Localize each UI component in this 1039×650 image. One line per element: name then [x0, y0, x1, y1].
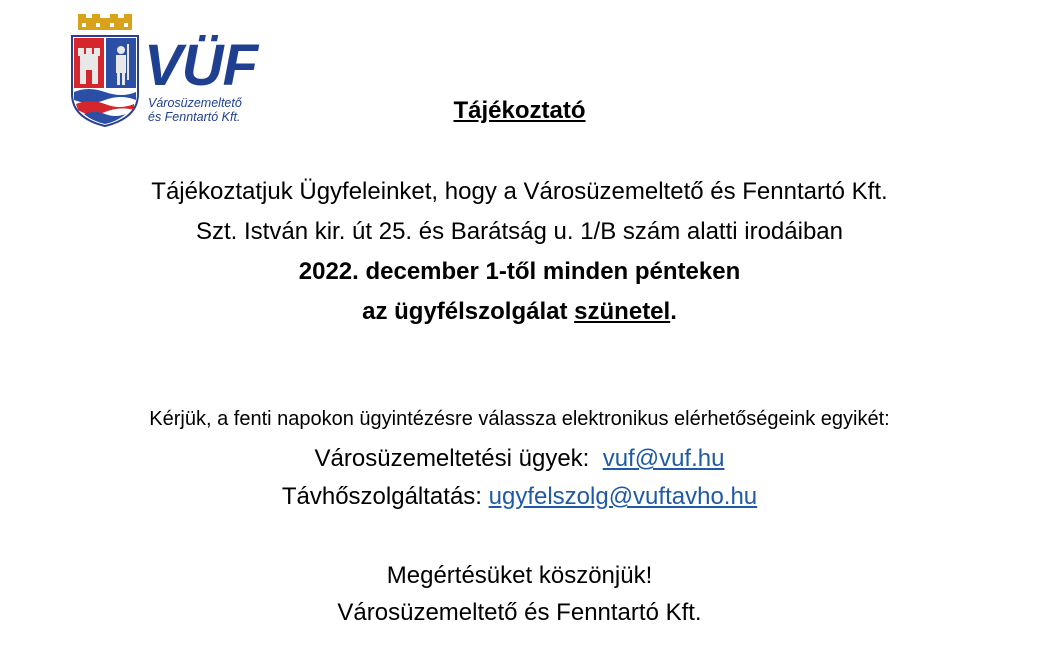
notice-line: Szt. István kir. út 25. és Barátság u. 1/B szám alatti irodáiban: [196, 218, 843, 245]
notice-paragraph: [0, 172, 1039, 332]
contact-heat: Távhőszolgáltatás: ugyfelszolg@vuftavho.hu: [281, 483, 758, 510]
contacts-intro: Kérjük, a fenti napokon ügyintézésre válassza elektronikus elérhetőségeink egyikét:: [149, 408, 890, 430]
page-title: Tájékoztató: [453, 97, 586, 124]
contacts-list: [0, 440, 1039, 516]
notice-status-line: az ügyfélszolgálat szünetel.: [362, 298, 677, 325]
notice-line: Tájékoztatjuk Ügyfeleinket, hogy a Városüzemeltető és Fenntartó Kft.: [151, 178, 888, 205]
thanks-text: Megértésüket köszönjük!: [386, 562, 653, 589]
heat-email-link[interactable]: ugyfelszolg@vuftavho.hu: [488, 483, 758, 510]
logo-subtitle: Városüzemeltető és Fenntartó Kft.: [148, 96, 242, 124]
logo-wordmark: VÜF: [144, 33, 257, 98]
city-email-link[interactable]: vuf@vuf.hu: [602, 445, 725, 472]
signature-text: Városüzemeltető és Fenntartó Kft.: [337, 599, 702, 626]
contact-city: Városüzemeltetési ügyek: vuf@vuf.hu: [314, 445, 725, 472]
notice-date-line: 2022. december 1-től minden pénteken: [298, 258, 741, 285]
closing: [0, 557, 1039, 631]
